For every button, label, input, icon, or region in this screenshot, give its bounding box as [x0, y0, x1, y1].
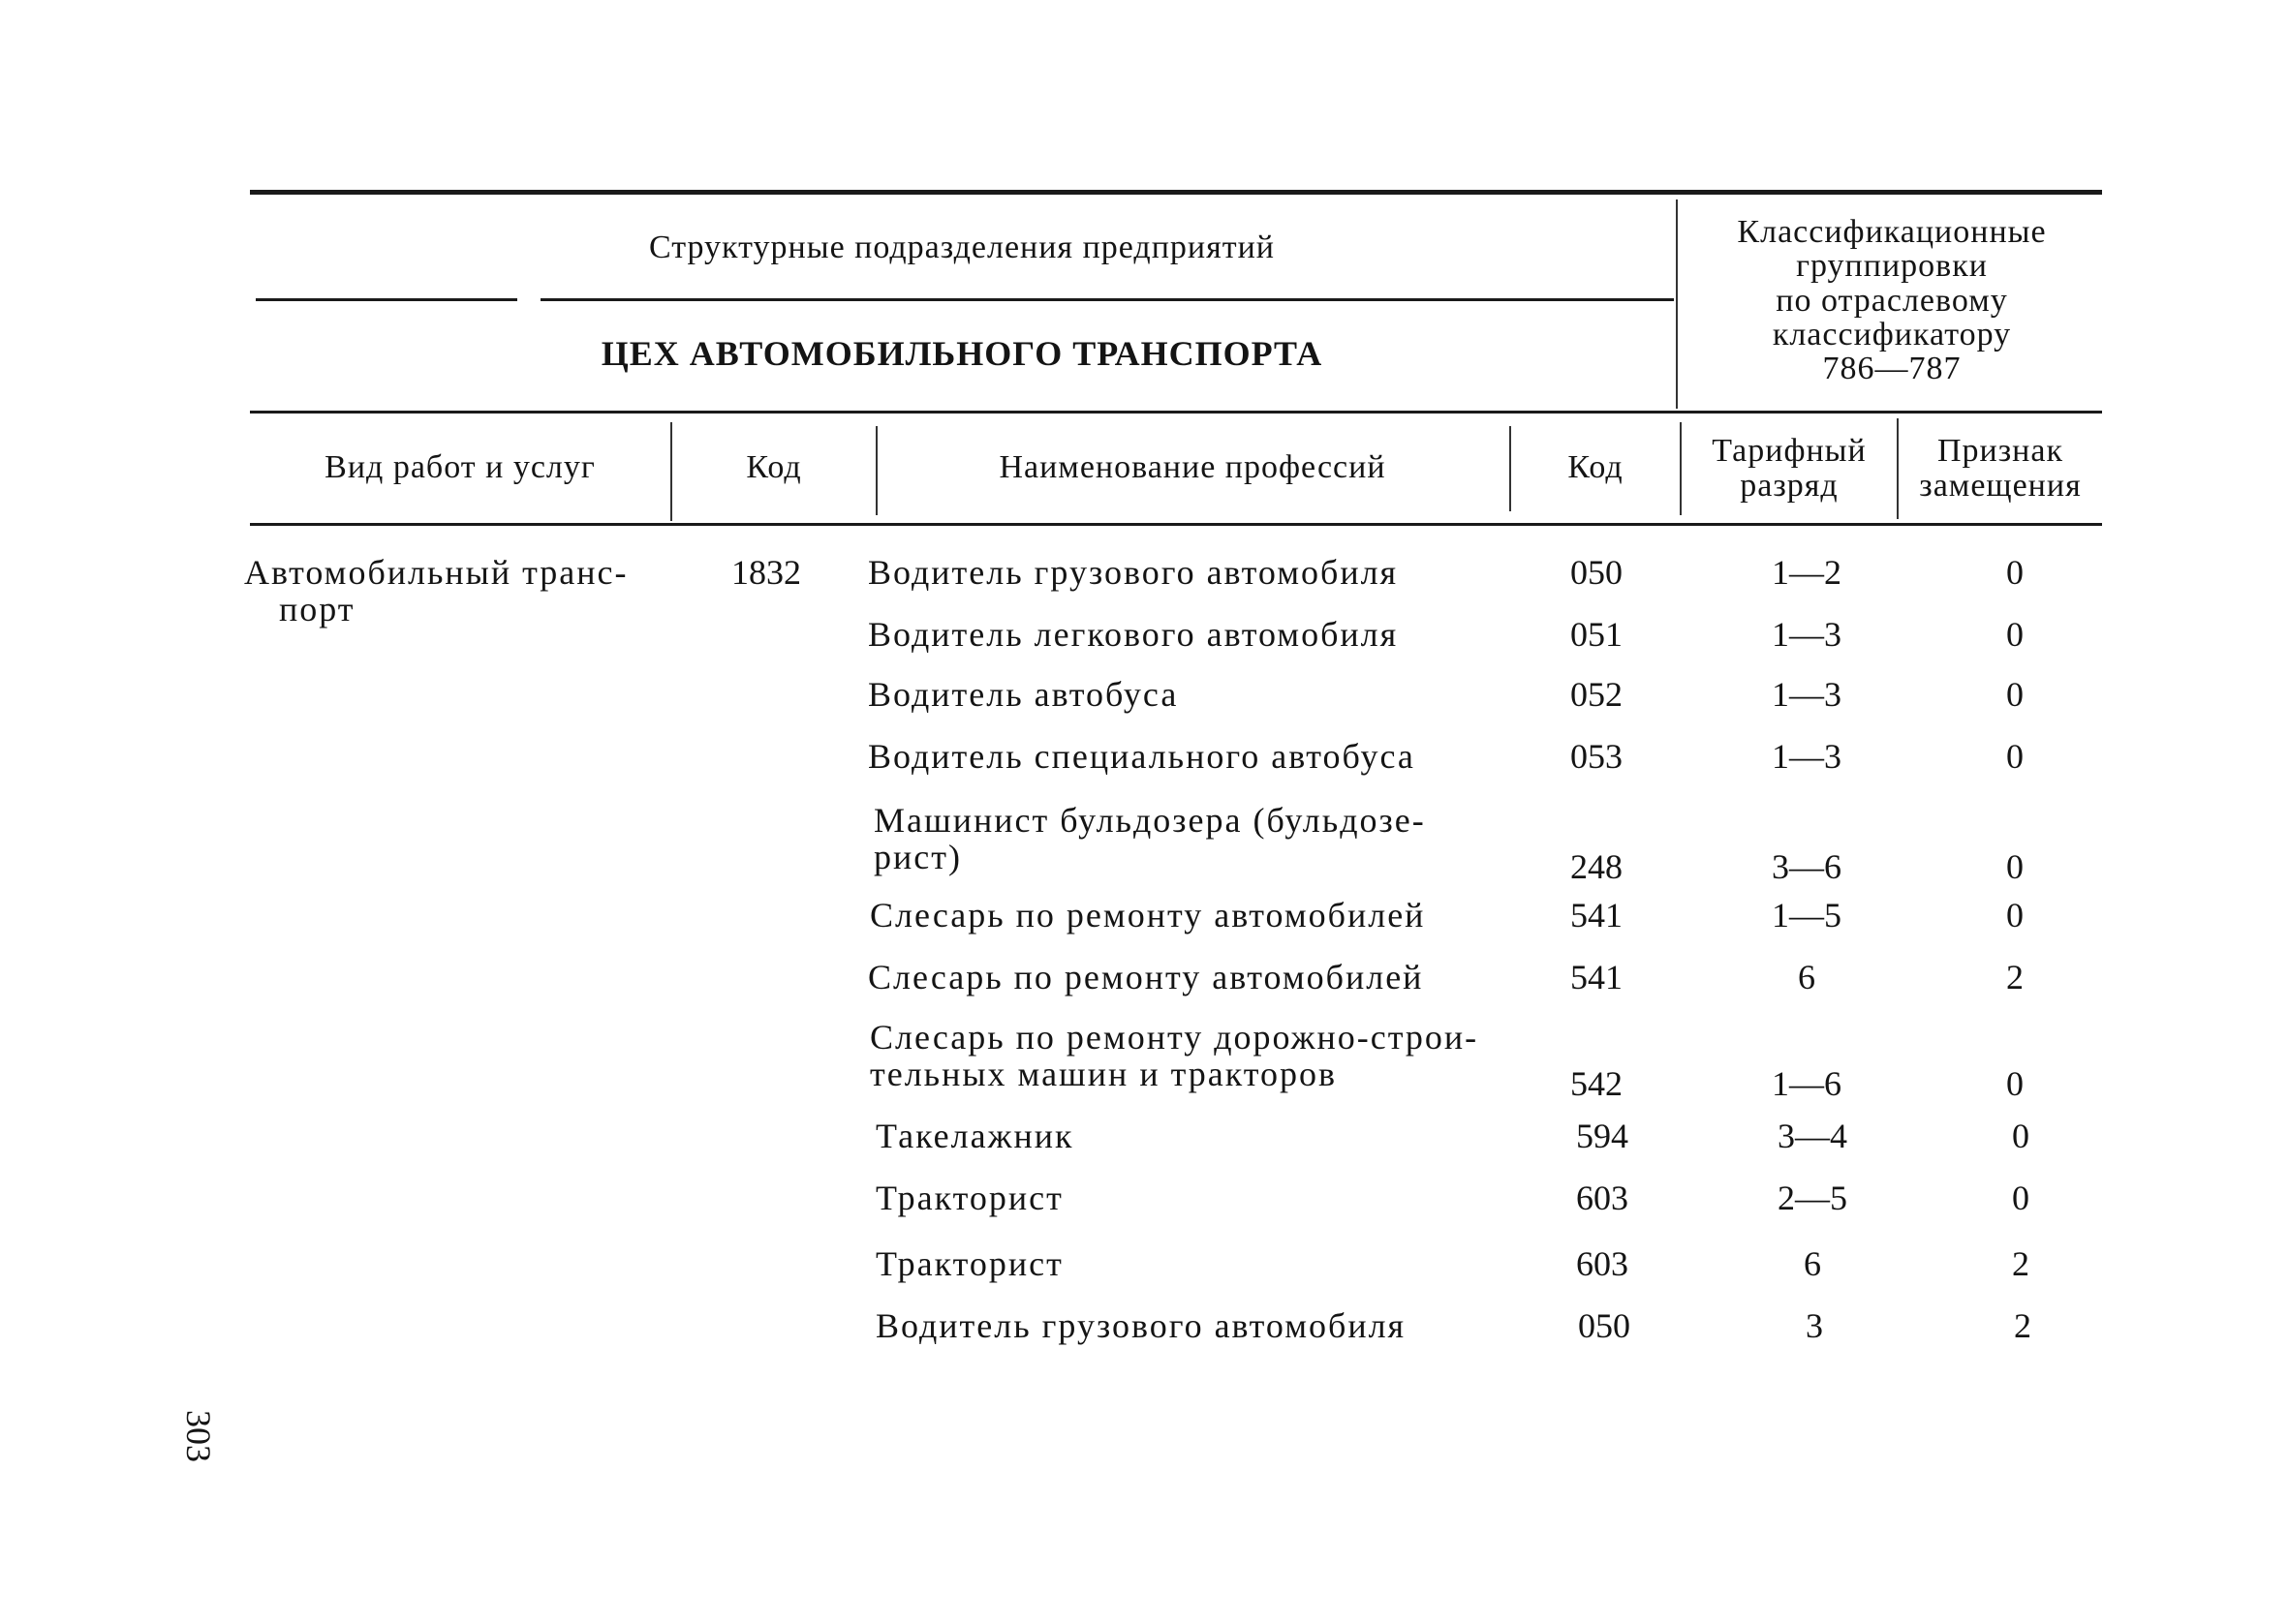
profession-name: Водитель автобуса [868, 675, 1179, 714]
classification-line-2: группировки [1796, 248, 1988, 284]
tariff-grade: 3 [1806, 1306, 1823, 1345]
classification-line-4: классификатору [1772, 317, 2012, 352]
tariff-grade: 1—3 [1772, 675, 1841, 714]
tariff-grade: 3—6 [1772, 847, 1841, 886]
structural-title: Структурные подразделения предприятий [649, 230, 1275, 265]
col-header-replacement-1: Признак [1937, 433, 2063, 469]
replacement-sign: 2 [2006, 958, 2024, 996]
profession-code: 050 [1578, 1306, 1630, 1345]
col-header-code-1: Код [746, 449, 802, 485]
workshop-title: ЦЕХ АВТОМОБИЛЬНОГО ТРАНСПОРТА [601, 334, 1323, 373]
classification-line-3: по отраслевому [1776, 283, 2008, 319]
replacement-sign: 0 [2006, 737, 2024, 776]
profession-code: 052 [1570, 675, 1623, 714]
tariff-grade: 1—3 [1772, 737, 1841, 776]
profession-name-continued: рист) [874, 838, 962, 876]
replacement-sign: 0 [2012, 1179, 2029, 1217]
group-work-type-line-1: Автомобильный транс- [244, 553, 629, 592]
profession-name: Слесарь по ремонту автомобилей [868, 958, 1424, 996]
replacement-sign: 0 [2012, 1117, 2029, 1155]
tariff-grade: 3—4 [1778, 1117, 1847, 1155]
profession-name: Машинист бульдозера (бульдозе- [874, 801, 1426, 840]
profession-name-continued: тельных машин и тракторов [870, 1055, 1337, 1093]
structural-underline-2 [541, 298, 1674, 301]
tariff-grade: 6 [1798, 958, 1815, 996]
col-header-replacement-2: замещения [1919, 468, 2082, 504]
classification-line-1: Классификационные [1737, 214, 2047, 250]
tariff-grade: 1—3 [1772, 615, 1841, 654]
replacement-sign: 2 [2014, 1306, 2031, 1345]
replacement-sign: 0 [2006, 847, 2024, 886]
profession-name: Тракторист [876, 1179, 1064, 1217]
profession-name: Водитель специального автобуса [868, 737, 1415, 776]
replacement-sign: 0 [2006, 675, 2024, 714]
col-header-profession: Наименование профессий [999, 449, 1386, 485]
group-work-type-line-2: порт [279, 590, 356, 628]
top-rule [250, 190, 2102, 195]
structural-underline [256, 298, 517, 301]
replacement-sign: 0 [2006, 615, 2024, 654]
profession-code: 050 [1570, 553, 1623, 592]
col-header-tariff-1: Тарифный [1712, 433, 1867, 469]
header-bottom-rule [250, 411, 2102, 414]
replacement-sign: 0 [2006, 896, 2024, 935]
profession-name: Тракторист [876, 1244, 1064, 1283]
page-number: 303 [179, 1410, 218, 1462]
col-header-tariff-2: разряд [1740, 468, 1839, 504]
profession-name: Такелажник [876, 1117, 1074, 1155]
tariff-grade: 6 [1804, 1244, 1821, 1283]
replacement-sign: 2 [2012, 1244, 2029, 1283]
replacement-sign: 0 [2006, 553, 2024, 592]
profession-code: 541 [1570, 896, 1623, 935]
replacement-sign: 0 [2006, 1064, 2024, 1103]
profession-code: 603 [1576, 1244, 1628, 1283]
profession-code: 542 [1570, 1064, 1623, 1103]
profession-name: Слесарь по ремонту дорожно-строи- [870, 1018, 1479, 1057]
tariff-grade: 1—6 [1772, 1064, 1841, 1103]
col-header-code-2: Код [1567, 449, 1624, 485]
header-divider [1676, 199, 1678, 409]
profession-code: 053 [1570, 737, 1623, 776]
group-code: 1832 [731, 553, 801, 592]
profession-name: Водитель легкового автомобиля [868, 615, 1399, 654]
classification-line-5: 786—787 [1822, 351, 1962, 386]
columns-bottom-rule [250, 523, 2102, 526]
profession-code: 248 [1570, 847, 1623, 886]
profession-name: Водитель грузового автомобиля [868, 553, 1399, 592]
profession-code: 603 [1576, 1179, 1628, 1217]
tariff-grade: 1—2 [1772, 553, 1841, 592]
profession-code: 594 [1576, 1117, 1628, 1155]
profession-code: 051 [1570, 615, 1623, 654]
profession-name: Водитель грузового автомобиля [876, 1306, 1407, 1345]
tariff-grade: 1—5 [1772, 896, 1841, 935]
col-header-work-type: Вид работ и услуг [325, 449, 596, 485]
profession-code: 541 [1570, 958, 1623, 996]
profession-name: Слесарь по ремонту автомобилей [870, 896, 1426, 935]
tariff-grade: 2—5 [1778, 1179, 1847, 1217]
